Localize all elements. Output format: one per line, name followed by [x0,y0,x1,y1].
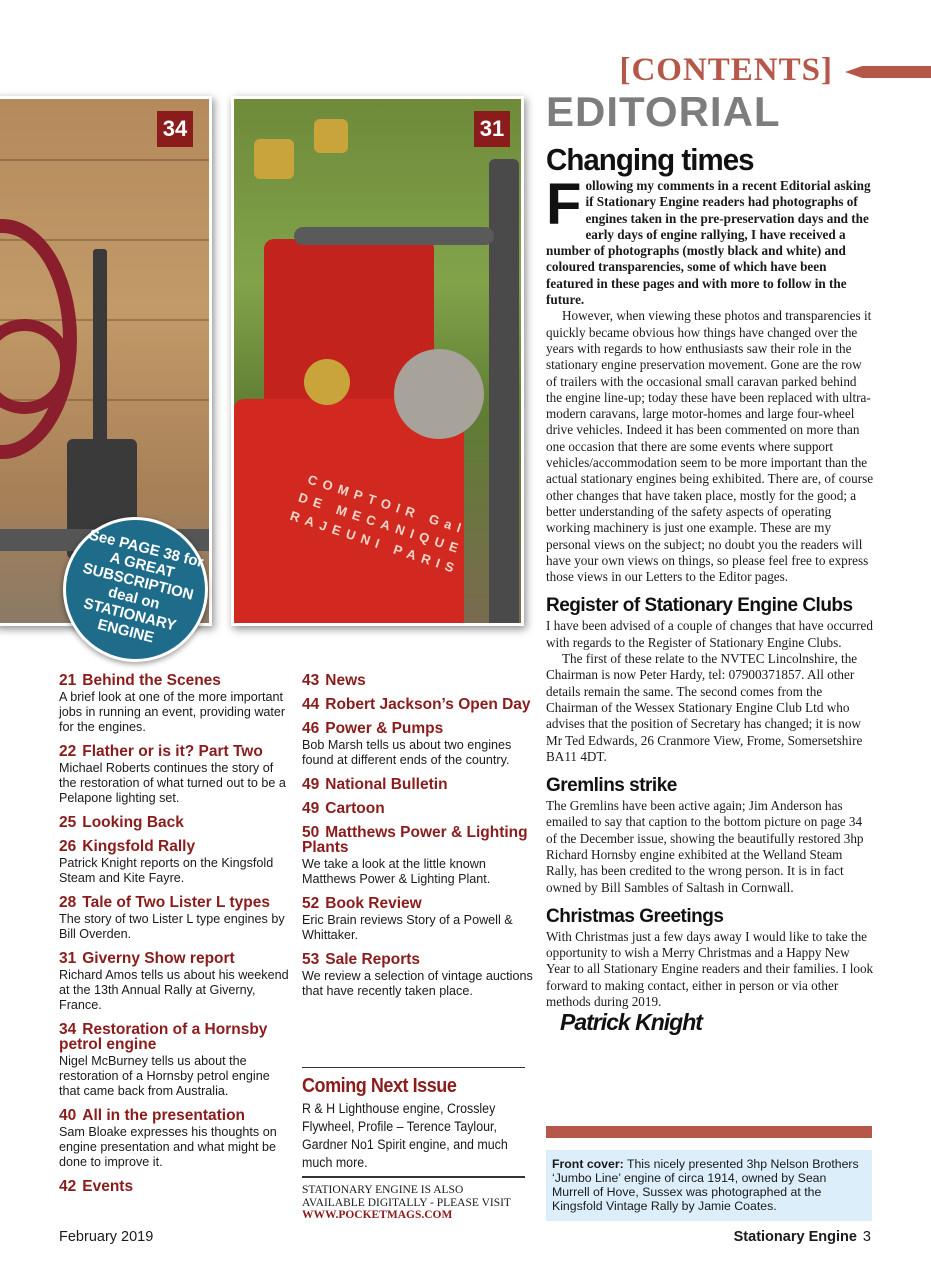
gremlins-paragraph: The Gremlins have been active again; Jim Anderson has emailed to say that caption to the bottom picture on page 34 of the December issue, showing the beautifully restored 3hp Richard Hornsby engine exhibited at the Welland Steam Rally, has been credited to the wrong person. It is in fact owned by Bill Sambles of Saltash in Cornwall. [546,798,864,895]
subheading-register: Register of Stationary Engine Clubs [546,595,853,617]
toc-item[interactable]: 42 Events [59,1178,134,1195]
toc-item[interactable]: 53 Sale Reports We review a selection of vintage auctions that have recently taken place. [302,951,533,998]
contents-list-left [59,673,291,1203]
page-footer [734,1229,871,1245]
page-number: 3 [862,1229,871,1245]
toc-item[interactable]: 25 Looking Back [59,814,184,831]
editorial-paragraph: However, when viewing these photos and transparencies it quickly became obvious how things have changed over the years with regards to how enthusiasts saw their role in the stationary engine preservation movement. Gone are the row of trailers with the occasional small caravan parked behind the engine line-up; today these have been replaced with ultra-modern caravans, large motor-homes and large four-wheel drive vehicles. Indeed it has been commented on more than one occasion that there are some events where support vehicles/accommodation seem to be more important than the actual stationary engines being exhibited. There are, of course other changes that have taken place, mostly for the good; a better understanding of the safety aspects of operating working machinery is just one example. These are my personal views on the subject; no doubt you the readers will have your own views on things, so please feel free to express those views in our Letters to the Editor pages. [546,308,874,585]
divider-rule [302,1176,525,1178]
next-issue-title: Coming Next Issue [302,1075,457,1097]
magazine-name: Stationary Engine [733,1229,857,1245]
toc-item[interactable]: 46 Power & Pumps Bob Marsh tells us about two engines found at different ends of the country. [302,720,512,767]
editor-signature: Patrick Knight [560,1009,702,1036]
toc-item[interactable]: 40 All in the presentation Sam Bloake expresses his thoughts on engine presentation and what might be done to improve it. [59,1107,277,1169]
toc-item[interactable]: 50 Matthews Power & Lighting Plants We take a look at the little known Matthews Power & Lighting Plant. [302,824,528,886]
register-paragraph-1: I have been advised of a couple of changes that have occurred with regards to the Register of Stationary Engine Clubs. [546,618,873,650]
engine-plate-text: COMPTOIR Gal DE MECANIQUE RAJEUNI PARIS [288,471,469,578]
toc-item[interactable]: 49 Cartoon [302,800,385,817]
drop-cap: F [546,172,582,237]
register-paragraph-2: The first of these relate to the NVTEC Lincolnshire, the Chairman is now Peter Hardy, tel: 07900371857. All other details remain the same. The second comes from the Chairman of the Wessex Stationary Engine Club Ltd who advises that the position of Secretary has changed; it is now Mr Ted Edwards, 26 Cranmore View, Frome, Somersetshire BA11 4DT. [546,651,863,764]
toc-item[interactable]: 44 Robert Jackson’s Open Day [302,696,531,713]
toc-item[interactable]: 49 National Bulletin [302,776,448,793]
christmas-paragraph: With Christmas just a few days away I would like to take the opportunity to wish a Merry Christmas and a Happy New Year to all Stationary Engine readers and their families. I look forward to making contact, either in person or via other methods during 2019. [546,928,874,1010]
subheading-gremlins: Gremlins strike [546,775,677,797]
toc-item[interactable]: 22 Flather or is it? Part Two Michael Roberts continues the story of the restoration of what turned out to be a Pelapone lighting set. [59,743,286,805]
page-badge-34: 34 [157,111,193,147]
contents-list-middle [302,673,534,1008]
editorial-label: EDITORIAL [546,88,781,135]
page-badge-31: 31 [474,111,510,147]
issue-date: February 2019 [59,1229,154,1245]
front-cover-caption [546,1150,872,1221]
toc-item[interactable]: 43 News [302,672,366,689]
editorial-title: Changing times [546,142,754,177]
front-cover-text: This nicely presented 3hp Nelson Brothers ‘Jumbo Line’ engine of circa 1914, owned by Sean Murrell of Hove, Sussex was photographed at the Kingsfold Vintage Rally by Jamie Coates. [552,1157,859,1213]
editorial-lead: Following my comments in a recent Editorial asking if Stationary Engine readers had photographs of engines taken in the pre-preservation days and the early days of engine rallying, I have received a number of photographs (mostly black and white) and coloured transparencies, some of which have been featured in these pages and with more to follow in the future. [546,172,871,308]
contents-arrow-icon [845,66,931,78]
photo-right-engine [231,96,524,626]
subheading-christmas: Christmas Greetings [546,905,724,927]
toc-item[interactable]: 21 Behind the Scenes A brief look at one of the more important jobs in running an event, providing water for the engines. [59,672,286,734]
next-issue-body: R & H Lighthouse engine, Crossley Flywheel, Profile – Terence Taylour, Gardner No1 Spirit engine, and much much more. [302,1101,508,1170]
next-issue-box [302,1067,525,1172]
toc-item[interactable]: 31 Giverny Show report Richard Amos tells us about his weekend at the 13th Annual Rally at Giverny, France. [59,950,289,1012]
pocketmags-link[interactable]: WWW.POCKETMAGS.COM [302,1209,453,1221]
contents-heading: [CONTENTS] [619,52,833,88]
toc-item[interactable]: 26 Kingsfold Rally Patrick Knight reports on the Kingsfold Steam and Kite Fayre. [59,838,274,885]
digital-availability: STATIONARY ENGINE IS ALSO AVAILABLE DIGITALLY - PLEASE VISIT WWW.POCKETMAGS.COM [302,1184,527,1222]
subscription-promo-badge[interactable] [63,517,208,662]
divider-bar [546,1126,872,1138]
front-cover-label: Front cover: [552,1157,624,1171]
editorial-column [546,142,874,1036]
toc-item[interactable]: 34 Restoration of a Hornsby petrol engine Nigel McBurney tells us about the restoration of a Hornsby petrol engine that came back from Australia. [59,1021,270,1098]
promo-text: See PAGE 38 for A GREAT SUBSCRIPTION deal on STATIONARY ENGINE [80,525,205,646]
toc-item[interactable]: 28 Tale of Two Lister L types The story of two Lister L type engines by Bill Overden. [59,894,285,941]
toc-item[interactable]: 52 Book Review Eric Brain reviews Story of a Powell & Whittaker. [302,895,513,942]
